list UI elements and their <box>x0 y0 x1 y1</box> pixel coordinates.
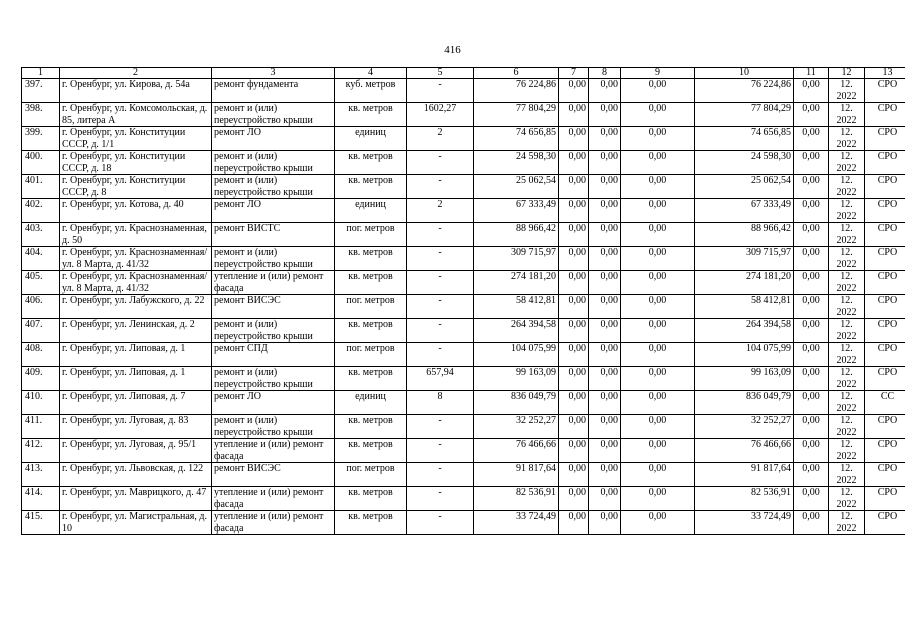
col9-cell: 0,00 <box>621 511 695 535</box>
cost-cell: 67 333,49 <box>474 199 559 223</box>
unit-cell: куб. метров <box>335 79 407 103</box>
source-cell: СРО <box>865 79 905 103</box>
cost-cell: 274 181,20 <box>474 271 559 295</box>
row-number: 415. <box>22 511 60 535</box>
col9-cell: 0,00 <box>621 103 695 127</box>
row-number: 406. <box>22 295 60 319</box>
source-cell: СРО <box>865 439 905 463</box>
column-header-8: 8 <box>589 68 621 79</box>
period-cell: 12. 2022 <box>829 151 865 175</box>
column-header-4: 4 <box>335 68 407 79</box>
unit-cell: кв. метров <box>335 271 407 295</box>
quantity-cell: - <box>407 223 474 247</box>
col11-cell: 0,00 <box>794 79 829 103</box>
work-type-cell: ремонт ВИСЭС <box>212 295 335 319</box>
column-header-6: 6 <box>474 68 559 79</box>
unit-cell: кв. метров <box>335 103 407 127</box>
column-header-10: 10 <box>695 68 794 79</box>
total-cell: 264 394,58 <box>695 319 794 343</box>
work-type-cell: ремонт ЛО <box>212 199 335 223</box>
source-cell: СРО <box>865 463 905 487</box>
cost-cell: 32 252,27 <box>474 415 559 439</box>
table-row <box>22 343 905 367</box>
column-header-12: 12 <box>829 68 865 79</box>
col9-cell: 0,00 <box>621 319 695 343</box>
total-cell: 74 656,85 <box>695 127 794 151</box>
col9-cell: 0,00 <box>621 343 695 367</box>
work-type-cell: ремонт и (или) переустройство крыши <box>212 103 335 127</box>
col11-cell: 0,00 <box>794 175 829 199</box>
total-cell: 76 224,86 <box>695 79 794 103</box>
col11-cell: 0,00 <box>794 463 829 487</box>
table-row <box>22 511 905 535</box>
address-cell: г. Оренбург, ул. Маврицкого, д. 47 <box>60 487 212 511</box>
table-row <box>22 391 905 415</box>
column-header-13: 13 <box>865 68 905 79</box>
col7-cell: 0,00 <box>559 199 589 223</box>
unit-cell: кв. метров <box>335 439 407 463</box>
col8-cell: 0,00 <box>589 463 621 487</box>
col8-cell: 0,00 <box>589 439 621 463</box>
col9-cell: 0,00 <box>621 247 695 271</box>
col9-cell: 0,00 <box>621 391 695 415</box>
col7-cell: 0,00 <box>559 103 589 127</box>
quantity-cell: 1602,27 <box>407 103 474 127</box>
address-cell: г. Оренбург, ул. Краснознаменная/ ул. 8 Марта, д. 41/32 <box>60 271 212 295</box>
row-number: 402. <box>22 199 60 223</box>
cost-cell: 264 394,58 <box>474 319 559 343</box>
col8-cell: 0,00 <box>589 175 621 199</box>
col8-cell: 0,00 <box>589 511 621 535</box>
col7-cell: 0,00 <box>559 463 589 487</box>
total-cell: 91 817,64 <box>695 463 794 487</box>
address-cell: г. Оренбург, ул. Лабужского, д. 22 <box>60 295 212 319</box>
col8-cell: 0,00 <box>589 295 621 319</box>
address-cell: г. Оренбург, ул. Конституции СССР, д. 18 <box>60 151 212 175</box>
work-type-cell: ремонт СПД <box>212 343 335 367</box>
col9-cell: 0,00 <box>621 223 695 247</box>
quantity-cell: - <box>407 511 474 535</box>
work-type-cell: ремонт фундамента <box>212 79 335 103</box>
row-number: 400. <box>22 151 60 175</box>
row-number: 401. <box>22 175 60 199</box>
source-cell: СРО <box>865 295 905 319</box>
quantity-cell: - <box>407 151 474 175</box>
col11-cell: 0,00 <box>794 247 829 271</box>
source-cell: СРО <box>865 247 905 271</box>
work-type-cell: ремонт и (или) переустройство крыши <box>212 367 335 391</box>
col9-cell: 0,00 <box>621 271 695 295</box>
col7-cell: 0,00 <box>559 367 589 391</box>
col8-cell: 0,00 <box>589 487 621 511</box>
table-row <box>22 367 905 391</box>
quantity-cell: - <box>407 175 474 199</box>
table-row <box>22 127 905 151</box>
table-row <box>22 415 905 439</box>
col11-cell: 0,00 <box>794 511 829 535</box>
total-cell: 104 075,99 <box>695 343 794 367</box>
work-type-cell: утепление и (или) ремонт фасада <box>212 439 335 463</box>
work-type-cell: ремонт и (или) переустройство крыши <box>212 151 335 175</box>
row-number: 398. <box>22 103 60 127</box>
col8-cell: 0,00 <box>589 151 621 175</box>
address-cell: г. Оренбург, ул. Магистральная, д. 10 <box>60 511 212 535</box>
total-cell: 67 333,49 <box>695 199 794 223</box>
column-header-7: 7 <box>559 68 589 79</box>
quantity-cell: 2 <box>407 127 474 151</box>
col11-cell: 0,00 <box>794 487 829 511</box>
table-header-row <box>22 68 905 79</box>
row-number: 407. <box>22 319 60 343</box>
col8-cell: 0,00 <box>589 103 621 127</box>
col11-cell: 0,00 <box>794 103 829 127</box>
unit-cell: единиц <box>335 127 407 151</box>
address-cell: г. Оренбург, ул. Котова, д. 40 <box>60 199 212 223</box>
period-cell: 12. 2022 <box>829 223 865 247</box>
row-number: 413. <box>22 463 60 487</box>
cost-cell: 76 224,86 <box>474 79 559 103</box>
col8-cell: 0,00 <box>589 127 621 151</box>
total-cell: 32 252,27 <box>695 415 794 439</box>
col9-cell: 0,00 <box>621 127 695 151</box>
work-type-cell: ремонт и (или) переустройство крыши <box>212 247 335 271</box>
col7-cell: 0,00 <box>559 439 589 463</box>
col11-cell: 0,00 <box>794 151 829 175</box>
col11-cell: 0,00 <box>794 415 829 439</box>
quantity-cell: - <box>407 319 474 343</box>
col8-cell: 0,00 <box>589 415 621 439</box>
period-cell: 12. 2022 <box>829 79 865 103</box>
col9-cell: 0,00 <box>621 151 695 175</box>
address-cell: г. Оренбург, ул. Луговая, д. 83 <box>60 415 212 439</box>
period-cell: 12. 2022 <box>829 319 865 343</box>
quantity-cell: - <box>407 343 474 367</box>
unit-cell: единиц <box>335 199 407 223</box>
row-number: 414. <box>22 487 60 511</box>
col11-cell: 0,00 <box>794 391 829 415</box>
column-header-1: 1 <box>22 68 60 79</box>
table-row <box>22 247 905 271</box>
col11-cell: 0,00 <box>794 127 829 151</box>
address-cell: г. Оренбург, ул. Комсомольская, д. 85, литера А <box>60 103 212 127</box>
unit-cell: пог. метров <box>335 223 407 247</box>
col8-cell: 0,00 <box>589 367 621 391</box>
quantity-cell: 657,94 <box>407 367 474 391</box>
row-number: 408. <box>22 343 60 367</box>
col7-cell: 0,00 <box>559 175 589 199</box>
cost-cell: 88 966,42 <box>474 223 559 247</box>
cost-cell: 24 598,30 <box>474 151 559 175</box>
col11-cell: 0,00 <box>794 367 829 391</box>
quantity-cell: - <box>407 487 474 511</box>
total-cell: 77 804,29 <box>695 103 794 127</box>
source-cell: СРО <box>865 199 905 223</box>
col7-cell: 0,00 <box>559 319 589 343</box>
unit-cell: кв. метров <box>335 367 407 391</box>
total-cell: 309 715,97 <box>695 247 794 271</box>
period-cell: 12. 2022 <box>829 415 865 439</box>
column-header-2: 2 <box>60 68 212 79</box>
table-row <box>22 199 905 223</box>
unit-cell: кв. метров <box>335 415 407 439</box>
col7-cell: 0,00 <box>559 223 589 247</box>
source-cell: СРО <box>865 319 905 343</box>
period-cell: 12. 2022 <box>829 391 865 415</box>
address-cell: г. Оренбург, ул. Липовая, д. 1 <box>60 367 212 391</box>
table-row <box>22 79 905 103</box>
address-cell: г. Оренбург, ул. Кирова, д. 54а <box>60 79 212 103</box>
source-cell: СРО <box>865 511 905 535</box>
period-cell: 12. 2022 <box>829 511 865 535</box>
work-type-cell: утепление и (или) ремонт фасада <box>212 487 335 511</box>
work-type-cell: ремонт ВИСЭС <box>212 463 335 487</box>
row-number: 405. <box>22 271 60 295</box>
unit-cell: кв. метров <box>335 511 407 535</box>
quantity-cell: - <box>407 271 474 295</box>
cost-cell: 76 466,66 <box>474 439 559 463</box>
col9-cell: 0,00 <box>621 439 695 463</box>
work-type-cell: утепление и (или) ремонт фасада <box>212 271 335 295</box>
quantity-cell: - <box>407 415 474 439</box>
address-cell: г. Оренбург, ул. Львовская, д. 122 <box>60 463 212 487</box>
unit-cell: кв. метров <box>335 487 407 511</box>
column-header-3: 3 <box>212 68 335 79</box>
row-number: 404. <box>22 247 60 271</box>
period-cell: 12. 2022 <box>829 367 865 391</box>
unit-cell: кв. метров <box>335 319 407 343</box>
unit-cell: кв. метров <box>335 151 407 175</box>
col8-cell: 0,00 <box>589 79 621 103</box>
col7-cell: 0,00 <box>559 271 589 295</box>
total-cell: 99 163,09 <box>695 367 794 391</box>
col9-cell: 0,00 <box>621 79 695 103</box>
period-cell: 12. 2022 <box>829 247 865 271</box>
source-cell: СРО <box>865 367 905 391</box>
cost-cell: 77 804,29 <box>474 103 559 127</box>
col9-cell: 0,00 <box>621 415 695 439</box>
period-cell: 12. 2022 <box>829 199 865 223</box>
row-number: 409. <box>22 367 60 391</box>
source-cell: СРО <box>865 127 905 151</box>
period-cell: 12. 2022 <box>829 295 865 319</box>
row-number: 399. <box>22 127 60 151</box>
period-cell: 12. 2022 <box>829 487 865 511</box>
work-type-cell: ремонт и (или) переустройство крыши <box>212 175 335 199</box>
col9-cell: 0,00 <box>621 295 695 319</box>
quantity-cell: - <box>407 247 474 271</box>
total-cell: 24 598,30 <box>695 151 794 175</box>
col7-cell: 0,00 <box>559 343 589 367</box>
col7-cell: 0,00 <box>559 79 589 103</box>
cost-cell: 104 075,99 <box>474 343 559 367</box>
quantity-cell: - <box>407 439 474 463</box>
source-cell: СРО <box>865 175 905 199</box>
cost-cell: 91 817,64 <box>474 463 559 487</box>
work-type-cell: ремонт ЛО <box>212 127 335 151</box>
col7-cell: 0,00 <box>559 487 589 511</box>
quantity-cell: - <box>407 79 474 103</box>
column-header-11: 11 <box>794 68 829 79</box>
col11-cell: 0,00 <box>794 319 829 343</box>
source-cell: СС <box>865 391 905 415</box>
col7-cell: 0,00 <box>559 511 589 535</box>
period-cell: 12. 2022 <box>829 103 865 127</box>
column-header-5: 5 <box>407 68 474 79</box>
col11-cell: 0,00 <box>794 439 829 463</box>
col11-cell: 0,00 <box>794 223 829 247</box>
address-cell: г. Оренбург, ул. Краснознаменная, д. 50 <box>60 223 212 247</box>
quantity-cell: - <box>407 463 474 487</box>
period-cell: 12. 2022 <box>829 343 865 367</box>
work-type-cell: утепление и (или) ремонт фасада <box>212 511 335 535</box>
col7-cell: 0,00 <box>559 295 589 319</box>
col9-cell: 0,00 <box>621 367 695 391</box>
cost-cell: 25 062,54 <box>474 175 559 199</box>
table-row <box>22 175 905 199</box>
address-cell: г. Оренбург, ул. Липовая, д. 1 <box>60 343 212 367</box>
quantity-cell: - <box>407 295 474 319</box>
work-type-cell: ремонт и (или) переустройство крыши <box>212 319 335 343</box>
table-row <box>22 487 905 511</box>
period-cell: 12. 2022 <box>829 127 865 151</box>
cost-cell: 74 656,85 <box>474 127 559 151</box>
address-cell: г. Оренбург, ул. Конституции СССР, д. 8 <box>60 175 212 199</box>
col8-cell: 0,00 <box>589 271 621 295</box>
total-cell: 25 062,54 <box>695 175 794 199</box>
unit-cell: пог. метров <box>335 295 407 319</box>
col7-cell: 0,00 <box>559 391 589 415</box>
work-type-cell: ремонт ВИСТС <box>212 223 335 247</box>
col7-cell: 0,00 <box>559 247 589 271</box>
table-row <box>22 463 905 487</box>
cost-cell: 58 412,81 <box>474 295 559 319</box>
work-type-cell: ремонт ЛО <box>212 391 335 415</box>
total-cell: 33 724,49 <box>695 511 794 535</box>
row-number: 411. <box>22 415 60 439</box>
cost-cell: 33 724,49 <box>474 511 559 535</box>
table-row <box>22 223 905 247</box>
col9-cell: 0,00 <box>621 487 695 511</box>
col9-cell: 0,00 <box>621 199 695 223</box>
col8-cell: 0,00 <box>589 343 621 367</box>
col8-cell: 0,00 <box>589 199 621 223</box>
col8-cell: 0,00 <box>589 223 621 247</box>
col9-cell: 0,00 <box>621 175 695 199</box>
unit-cell: кв. метров <box>335 175 407 199</box>
col11-cell: 0,00 <box>794 295 829 319</box>
cost-cell: 309 715,97 <box>474 247 559 271</box>
period-cell: 12. 2022 <box>829 463 865 487</box>
col7-cell: 0,00 <box>559 151 589 175</box>
address-cell: г. Оренбург, ул. Ленинская, д. 2 <box>60 319 212 343</box>
table-row <box>22 319 905 343</box>
col11-cell: 0,00 <box>794 271 829 295</box>
address-cell: г. Оренбург, ул. Луговая, д. 95/1 <box>60 439 212 463</box>
source-cell: СРО <box>865 271 905 295</box>
col8-cell: 0,00 <box>589 247 621 271</box>
address-cell: г. Оренбург, ул. Липовая, д. 7 <box>60 391 212 415</box>
period-cell: 12. 2022 <box>829 175 865 199</box>
col8-cell: 0,00 <box>589 391 621 415</box>
quantity-cell: 8 <box>407 391 474 415</box>
row-number: 397. <box>22 79 60 103</box>
work-type-cell: ремонт и (или) переустройство крыши <box>212 415 335 439</box>
table-row <box>22 439 905 463</box>
table-row <box>22 271 905 295</box>
unit-cell: кв. метров <box>335 247 407 271</box>
col11-cell: 0,00 <box>794 343 829 367</box>
unit-cell: пог. метров <box>335 343 407 367</box>
row-number: 403. <box>22 223 60 247</box>
row-number: 412. <box>22 439 60 463</box>
total-cell: 88 966,42 <box>695 223 794 247</box>
unit-cell: пог. метров <box>335 463 407 487</box>
source-cell: СРО <box>865 103 905 127</box>
table-row <box>22 151 905 175</box>
table-row <box>22 103 905 127</box>
total-cell: 836 049,79 <box>695 391 794 415</box>
total-cell: 58 412,81 <box>695 295 794 319</box>
table-row <box>22 295 905 319</box>
capital-repair-table <box>21 67 905 535</box>
period-cell: 12. 2022 <box>829 271 865 295</box>
cost-cell: 82 536,91 <box>474 487 559 511</box>
source-cell: СРО <box>865 151 905 175</box>
col7-cell: 0,00 <box>559 127 589 151</box>
col9-cell: 0,00 <box>621 463 695 487</box>
quantity-cell: 2 <box>407 199 474 223</box>
page-number: 416 <box>444 44 461 56</box>
col11-cell: 0,00 <box>794 199 829 223</box>
period-cell: 12. 2022 <box>829 439 865 463</box>
total-cell: 274 181,20 <box>695 271 794 295</box>
cost-cell: 836 049,79 <box>474 391 559 415</box>
source-cell: СРО <box>865 223 905 247</box>
source-cell: СРО <box>865 415 905 439</box>
unit-cell: единиц <box>335 391 407 415</box>
cost-cell: 99 163,09 <box>474 367 559 391</box>
row-number: 410. <box>22 391 60 415</box>
total-cell: 76 466,66 <box>695 439 794 463</box>
col8-cell: 0,00 <box>589 319 621 343</box>
total-cell: 82 536,91 <box>695 487 794 511</box>
source-cell: СРО <box>865 487 905 511</box>
address-cell: г. Оренбург, ул. Краснознаменная/ ул. 8 Марта, д. 41/32 <box>60 247 212 271</box>
column-header-9: 9 <box>621 68 695 79</box>
col7-cell: 0,00 <box>559 415 589 439</box>
source-cell: СРО <box>865 343 905 367</box>
address-cell: г. Оренбург, ул. Конституции СССР, д. 1/1 <box>60 127 212 151</box>
